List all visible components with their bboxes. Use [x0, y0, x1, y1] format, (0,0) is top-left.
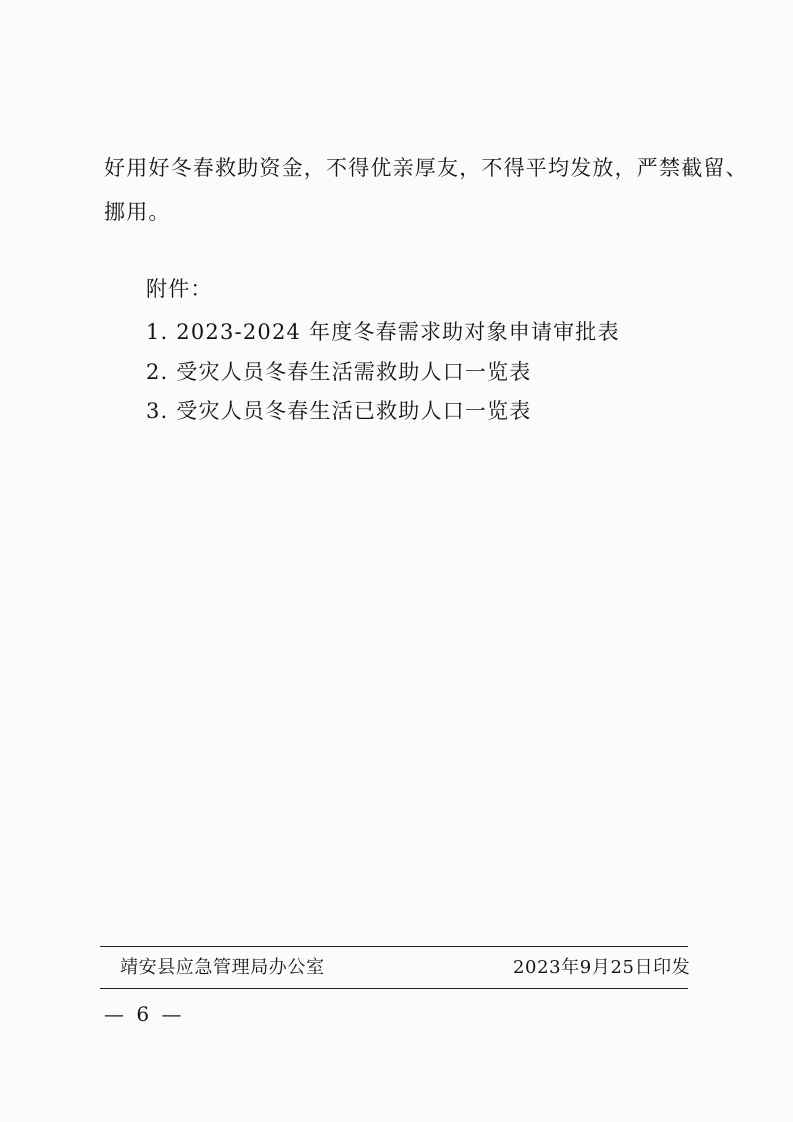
- page-number: — 6 —: [104, 1002, 185, 1026]
- attachment-item-3: 3. 受灾人员冬春生活已救助人口一览表: [146, 399, 532, 423]
- attachment-item-1: 1. 2023-2024 年度冬春需求助对象申请审批表: [146, 320, 620, 344]
- footer-issuer: 靖安县应急管理局办公室: [120, 957, 325, 978]
- attachment-item-2: 2. 受灾人员冬春生活需救助人口一览表: [146, 360, 532, 384]
- footer-bottom-rule: [100, 988, 688, 989]
- footer-top-rule: [100, 946, 688, 947]
- body-paragraph-line-2: 挪用。: [104, 200, 171, 224]
- body-paragraph-line-1: 好用好冬春救助资金，不得优亲厚友，不得平均发放，严禁截留、: [104, 156, 748, 180]
- attachments-heading: 附件：: [146, 277, 213, 301]
- footer-print-date: 2023年9月25日印发: [513, 957, 691, 978]
